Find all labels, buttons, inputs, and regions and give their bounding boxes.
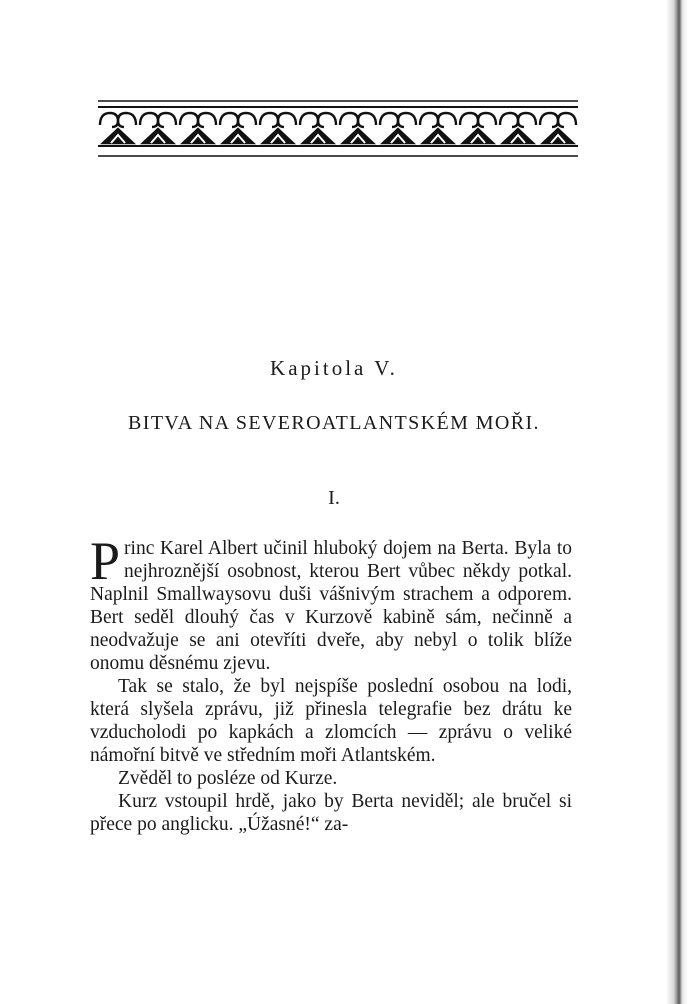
paragraph-1-text: rinc Karel Albert učinil hluboký dojem na Berta. Byla to nejhroznější osobnost, kterou Bert vůbec někdy potkal. Naplnil Smallwaysovu duši vášnivým strachem a odporem. Bert seděl dlouhý čas v Kurzově kabině sám, nečinně a neodvažuje se ani otevříti dveře, aby nebyl o tolik blíže onomu děsnému zjevu. (90, 538, 572, 674)
section-number: I. (328, 487, 340, 509)
paragraph-3: Zvěděl to posléze od Kurze. (118, 768, 338, 789)
chapter-ornament (98, 99, 578, 159)
drop-cap: P (90, 531, 121, 591)
paragraph-1 (90, 531, 572, 675)
chapter-body (90, 531, 572, 836)
chapter-label: Kapitola V. (270, 356, 398, 380)
paragraph-2: Tak se stalo, že byl nejspíše poslední osobou na lodi, která slyšela zprávu, již přinesla telegrafie bez drátu ke vzducholodi po kapkách a zlomcích — zprávu o veliké námořní bitvě ve středním moři Atlantském. (90, 676, 572, 766)
book-spine-edge (666, 0, 688, 1004)
chapter-title: BITVA NA SEVEROATLANTSKÉM MOŘI. (128, 412, 540, 434)
paragraph-4: Kurz vstoupil hrdě, jako by Berta neviděl; ale bručel si přece po anglicku. „Úžasné!“ za- (90, 791, 572, 835)
